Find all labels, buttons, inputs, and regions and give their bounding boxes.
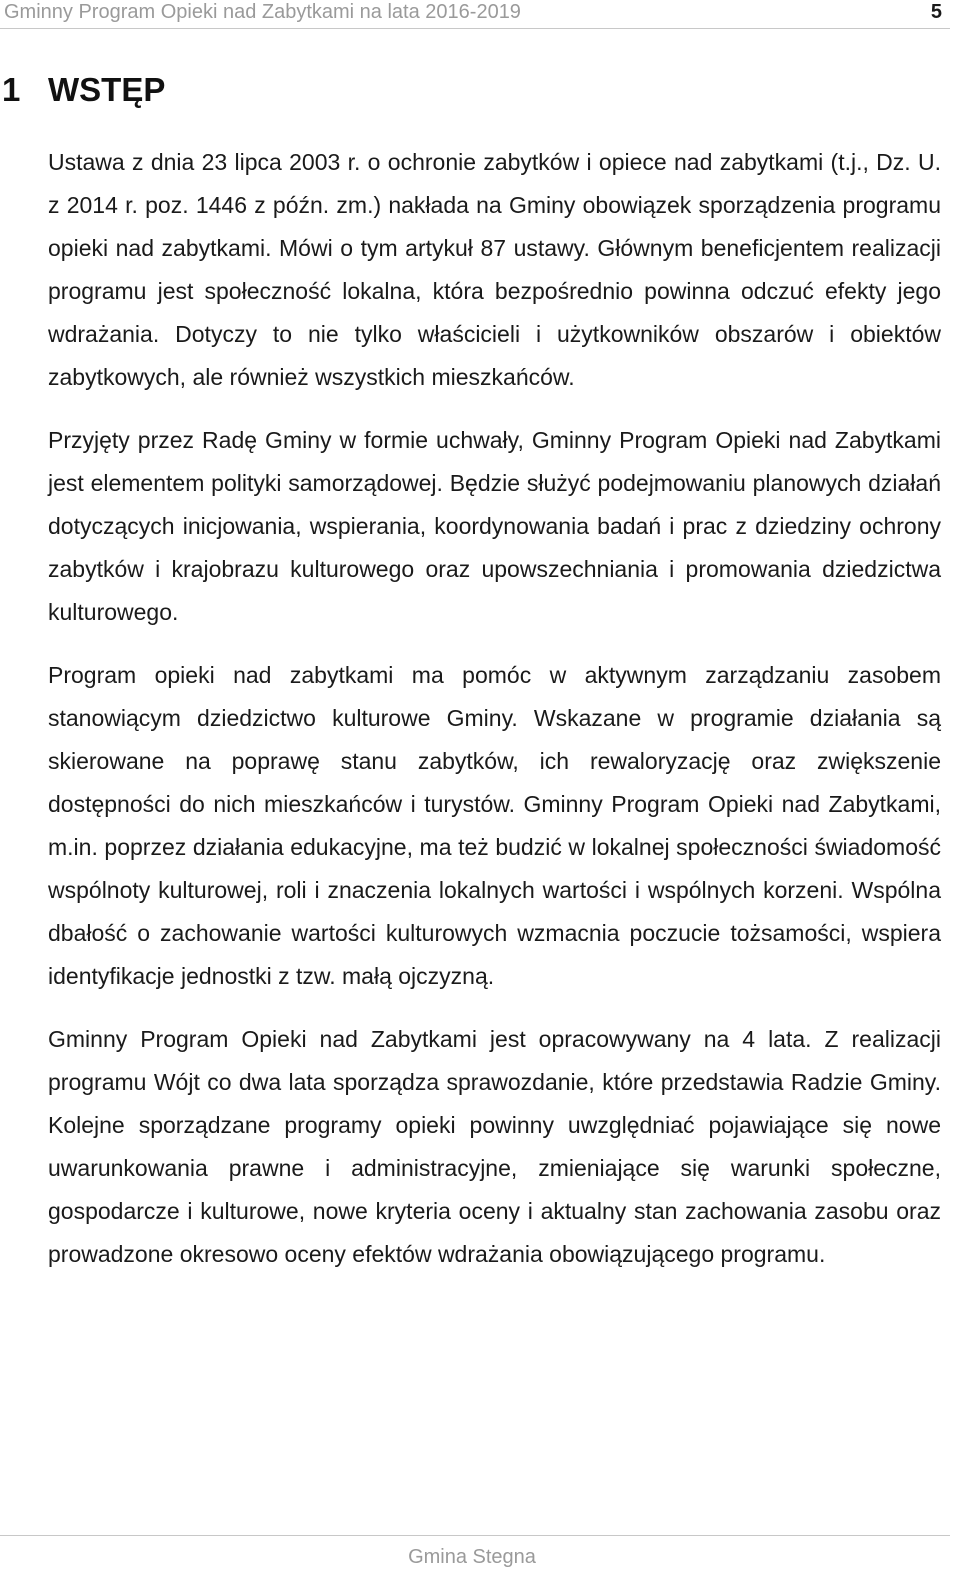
page-footer	[0, 1535, 950, 1568]
footer-text: Gmina Stegna	[408, 1546, 536, 1568]
document-body	[48, 141, 941, 1296]
paragraph-period: Gminny Program Opieki nad Zabytkami jest opracowywany na 4 lata. Z realizacji programu Wójt co dwa lata sporządza sprawozdanie, które przedstawia Radzie Gminy. Kolejne sporządzane programy opieki powinny uwzględniać pojawiające się nowe uwarunkowania prawne i administracyjne, zmieniające się warunki społeczne, gospodarcze i kulturowe, nowe kryteria oceny i aktualny stan zachowania zasobu oraz prowadzone okresowo oceny efektów wdrażania obowiązującego programu.	[48, 1026, 941, 1267]
chapter-title: WSTĘP	[48, 71, 166, 108]
paragraph-policy: Przyjęty przez Radę Gminy w formie uchwały, Gminny Program Opieki nad Zabytkami jest elementem polityki samorządowej. Będzie służyć podejmowaniu planowych działań dotyczących inicjowania, wspierania, koordynowania badań i prac z dziedziny ochrony zabytków i krajobrazu kulturowego oraz upowszechniania i promowania dziedzictwa kulturowego.	[48, 427, 941, 625]
page-header	[0, 0, 950, 29]
paragraph-management: Program opieki nad zabytkami ma pomóc w aktywnym zarządzaniu zasobem stanowiącym dziedzictwo kulturowe Gminy. Wskazane w programie działania są skierowane na poprawę stanu zabytków, ich rewaloryzację oraz zwiększenie dostępności do nich mieszkańców i turystów. Gminny Program Opieki nad Zabytkami, m.in. poprzez działania edukacyjne, ma też budzić w lokalnej społeczności świadomość wspólnoty kulturowej, roli i znaczenia lokalnych wartości i wspólnych korzeni. Wspólna dbałość o zachowanie wartości kulturowych wzmacnia poczucie tożsamości, wspiera identyfikacje jednostki z tzw. małą ojczyzną.	[48, 662, 941, 989]
running-header-title: Gminny Program Opieki nad Zabytkami na lata 2016-2019	[4, 1, 521, 23]
chapter-number: 1	[2, 71, 21, 108]
page-number: 5	[930, 1, 942, 23]
paragraph-intro: Ustawa z dnia 23 lipca 2003 r. o ochronie zabytków i opiece nad zabytkami (t.j., Dz. U. z 2014 r. poz. 1446 z późn. zm.) nakłada na Gminy obowiązek sporządzenia programu opieki nad zabytkami. Mówi o tym artykuł 87 ustawy. Głównym beneficjentem realizacji programu jest społeczność lokalna, która bezpośrednio powinna odczuć efekty jego wdrażania. Dotyczy to nie tylko właścicieli i użytkowników obszarów i obiektów zabytkowych, ale również wszystkich mieszkańców.	[48, 149, 941, 390]
chapter-heading	[2, 68, 165, 112]
